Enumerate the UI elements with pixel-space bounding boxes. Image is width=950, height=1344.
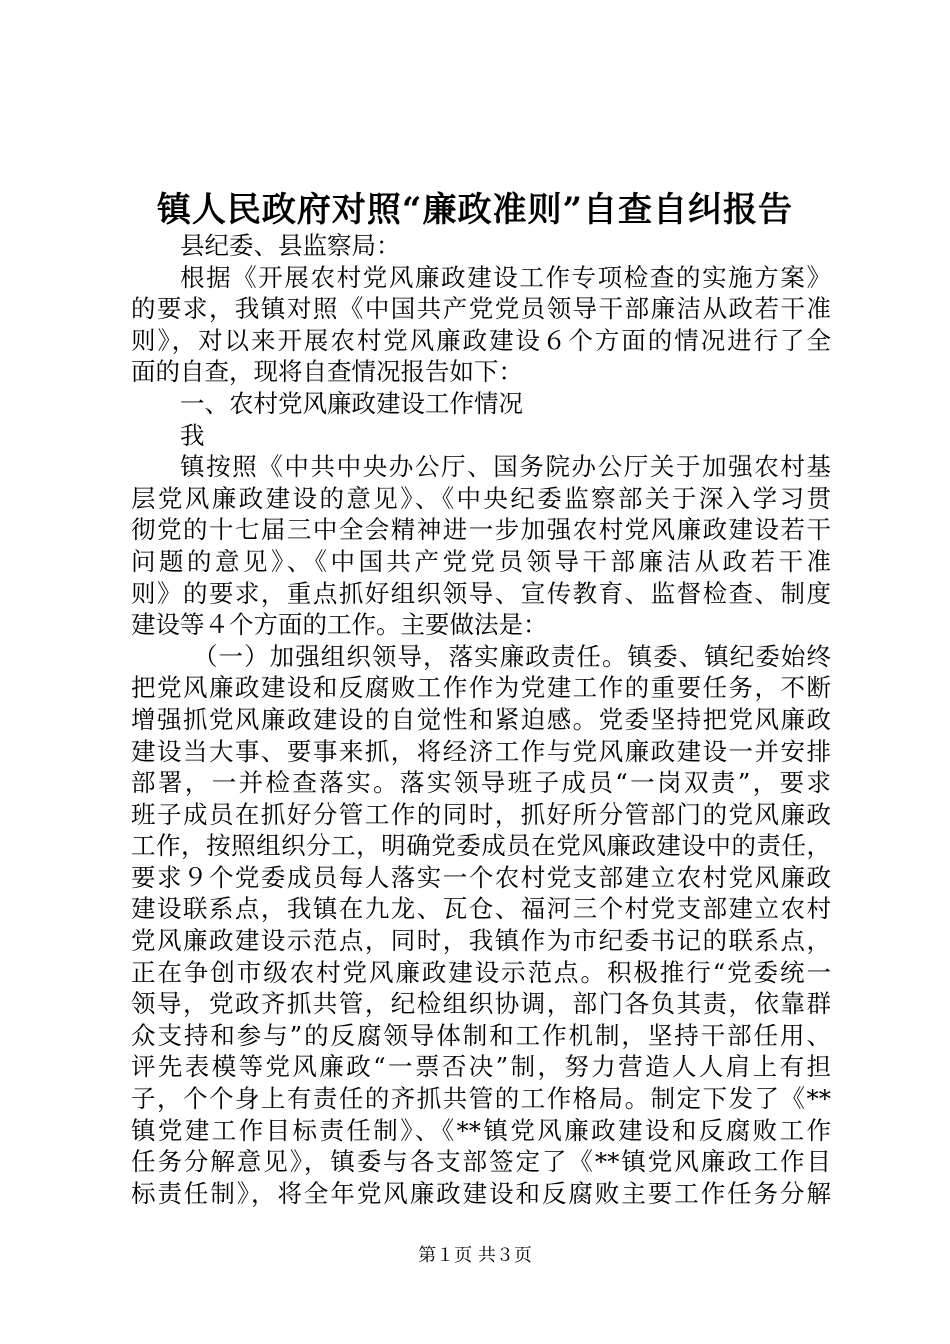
document-title: 镇人民政府对照“廉政准则”自查自纠报告 xyxy=(156,190,794,230)
paragraph-line: 领导，党政齐抓共管，纪检组织协调，部门各负其责，依靠群 xyxy=(131,989,831,1019)
paragraph-line: 标责任制》，将全年党风廉政建设和反腐败主要工作任务分解 xyxy=(131,1178,831,1208)
paragraph-line: 则》，对以来开展农村党风廉政建设６个方面的情况进行了全 xyxy=(131,325,831,355)
paragraph-line: 正在争创市级农村党风廉政建设示范点。积极推行“党委统一 xyxy=(131,957,831,987)
salutation-line: 县纪委、县监察局： xyxy=(180,231,401,260)
paragraph-line: 子，个个身上有责任的齐抓共管的工作格局。制定下发了《** xyxy=(131,1084,831,1114)
paragraph-line: 部署，一并检查落实。落实领导班子成员“一岗双责”，要求 xyxy=(131,768,831,798)
paragraph-line: 任务分解意见》，镇委与各支部签定了《**镇党风廉政工作目 xyxy=(131,1147,831,1177)
paragraph-line: 彻党的十七届三中全会精神进一步加强农村党风廉政建设若干 xyxy=(131,515,831,545)
paragraph-line: 面的自查，现将自查情况报告如下： xyxy=(131,357,523,387)
paragraph-line: 工作，按照组织分工，明确党委成员在党风廉政建设中的责任， xyxy=(131,831,831,861)
paragraph-line: 镇党建工作目标责任制》、《**镇党风廉政建设和反腐败工作 xyxy=(131,1115,831,1145)
paragraph-line: 镇按照《中共中央办公厅、国务院办公厅关于加强农村基 xyxy=(180,452,831,482)
paragraph-line: 把党风廉政建设和反腐败工作作为党建工作的重要任务，不断 xyxy=(131,673,831,703)
paragraph-line: 根据《开展农村党风廉政建设工作专项检查的实施方案》 xyxy=(180,262,831,292)
paragraph-line: 众支持和参与”的反腐领导体制和工作机制，坚持干部任用、 xyxy=(131,1020,831,1050)
paragraph-line: 增强抓党风廉政建设的自觉性和紧迫感。党委坚持把党风廉政 xyxy=(131,704,831,734)
page-number-footer: 第１页 共３页 xyxy=(418,1245,532,1266)
subsection-line: （一）加强组织领导，落实廉政责任。镇委、镇纪委始终 xyxy=(193,641,831,671)
paragraph-line: 层党风廉政建设的意见》、《中央纪委监察部关于深入学习贯 xyxy=(131,483,831,513)
paragraph-line: 的要求，我镇对照《中国共产党党员领导干部廉洁从政若干准 xyxy=(131,294,831,324)
paragraph-line: 则》的要求，重点抓好组织领导、宣传教育、监督检查、制度 xyxy=(131,578,831,608)
paragraph-line: 我 xyxy=(180,420,205,450)
paragraph-line: 要求９个党委成员每人落实一个农村党支部建立农村党风廉政 xyxy=(131,862,831,892)
paragraph-line: 评先表模等党风廉政“一票否决”制，努力营造人人肩上有担 xyxy=(131,1052,831,1082)
paragraph-line: 建设联系点，我镇在九龙、瓦仓、福河三个村党支部建立农村 xyxy=(131,894,831,924)
paragraph-line: 班子成员在抓好分管工作的同时，抓好所分管部门的党风廉政 xyxy=(131,799,831,829)
paragraph-line: 建设当大事、要事来抓，将经济工作与党风廉政建设一并安排 xyxy=(131,736,831,766)
paragraph-line: 党风廉政建设示范点，同时，我镇作为市纪委书记的联系点， xyxy=(131,926,831,956)
section-heading: 一、农村党风廉政建设工作情况 xyxy=(180,388,523,418)
paragraph-line: 建设等４个方面的工作。主要做法是： xyxy=(131,610,548,640)
document-body xyxy=(131,230,831,1209)
paragraph-line: 问题的意见》、《中国共产党党员领导干部廉洁从政若干准 xyxy=(131,546,831,576)
